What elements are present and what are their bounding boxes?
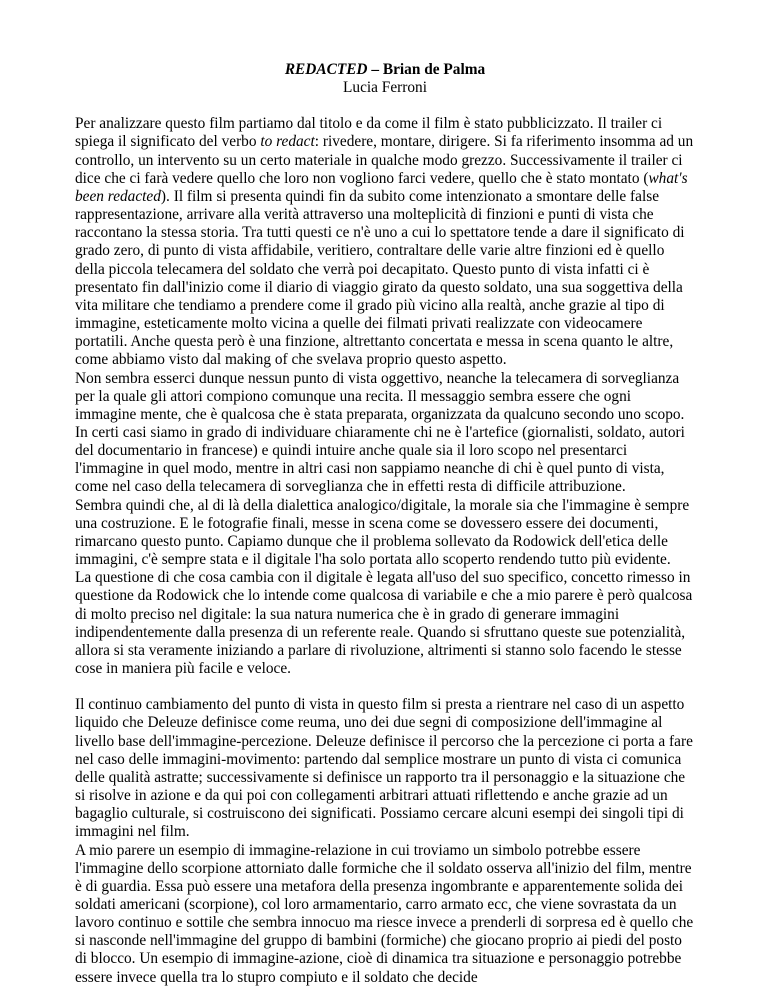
title-block <box>75 61 695 97</box>
paragraph-1-text-a: Per analizzare questo film partiamo dal titolo e da come il film è stato pubblicizzato. Il trailer ci spiega il significato del verbo <box>75 115 663 151</box>
paragraph-1 <box>75 115 695 369</box>
paragraph-1-text-e: ). Il film si presenta quindi fin da subito come intenzionato a smontare delle false rappresentazione, arrivare alla verità attraverso una molteplicità di finzioni e punti di vista che raccontano la stessa storia. Tra tutti questi ce n'è uno a cui lo spettatore tende a dare il significato di grado zero, di punto di vista affidabile, veritiero, contraltare delle varie altre finzioni ed è quello della piccola telecamera del soldato che verrà poi decapitato. Questo punto di vista infatti ci è presentato fin dall'inizio come il diario di viaggio girato da questo soldato, una sua soggettiva della vita militare che tendiamo a prendere come il grado più vicino alla realtà, anche grazie al tipo di immagine, esteticamente molto vicina a quelle dei filmati privati realizzate con videocamere portatili. Anche questa però è una finzione, altrettanto concertata e messa in scena quanto le altre, come abbiamo visto dal making of che svelava proprio questo aspetto. <box>75 187 685 369</box>
title-rest: – Brian de Palma <box>367 61 486 78</box>
document-title <box>75 61 695 79</box>
section-1 <box>75 115 695 678</box>
paragraph-3: Sembra quindi che, al di là della dialettica analogico/digitale, la morale sia che l'immagine è sempre una costruzione. E le fotografie finali, messe in scena come se dovessero essere dei documenti, rimarcano questo punto. Capiamo dunque che il problema sollevato da Rodowick dell'etica delle immagini, c'è sempre stata e il digitale l'ha solo portata allo scoperto rendendo tutto più evidente. <box>75 496 690 569</box>
document-page <box>75 61 695 1005</box>
paragraph-1-italic-whats-been-redacted: what's been redacted <box>75 169 688 205</box>
paragraph-2: Non sembra esserci dunque nessun punto di vista oggettivo, neanche la telecamera di sorveglianza per la quale gli attori compiono comunque una recita. Il messaggio sembra essere che ogni immagine mente, che è qualcosa che è stata preparata, organizzata da qualcuno secondo uno scopo. In certi casi siamo in grado di individuare chiaramente chi ne è l'artefice (giornalisti, soldato, autori del documentario in francese) e quindi intuire anche quale sia il loro scopo nel presentarci l'immagine in quel modo, mentre in altri casi non sappiamo neanche di chi è quel punto di vista, come nel caso della telecamera di sorveglianza che in effetti resta di difficile attribuzione. <box>75 369 685 496</box>
paragraph-5: Il continuo cambiamento del punto di vista in questo film si presta a rientrare nel caso di un aspetto liquido che Deleuze definisce come reuma, uno dei due segni di composizione dell'immagine al livello base dell'immagine-percezione. Deleuze definisce il percorso che la percezione ci porta a fare nel caso delle immagini-movimento: partendo dal semplice mostrare un punto di vista ci comunica delle qualità astratte; successivamente si definisce un rapporto tra il personaggio e la situazione che si risolve in azione e da qui poi con collegamenti arbitrari attuati riflettendo e anche grazie ad un bagaglio culturale, si costruiscono dei significati. Possiamo cercare alcuni esempi dei singoli tipi di immagini nel film. <box>75 696 693 841</box>
paragraph-4: La questione di che cosa cambia con il digitale è legata all'uso del suo specifico, concetto rimesso in questione da Rodowick che lo intende come qualcosa di variabile e che a mio parere è però qualcosa di molto preciso nel digitale: la sua natura numerica che è in grado di generare immagini indipendentemente dalla presenza di un referente reale. Quando si sfruttano queste sue potenzialità, allora si sta veramente iniziando a parlare di rivoluzione, altrimenti si stanno solo facendo le stesse cose in maniera più facile e veloce. <box>75 569 693 677</box>
document-author: Lucia Ferroni <box>343 79 427 97</box>
paragraph-6: A mio parere un esempio di immagine-relazione in cui troviamo un simbolo potrebbe essere l'immagine dello scorpione attorniato dalle formiche che il soldato osserva all'inizio del film, mentre è di guardia. Essa può essere una metafora della presenza ingombrante e apparentemente solida dei soldati americani (scorpione), col loro armamentario, carro armato ecc, che viene sovrastata da un lavoro continuo e sottile che sembra innocuo ma riesce invece a prenderli di sorpresa ed è quello che si nasconde nell'immagine del gruppo di bambini (formiche) che giocano proprio ai piedi del posto di blocco. Un esempio di immagine-azione, cioè di dinamica tra situazione e personaggio potrebbe essere invece quella tra lo stupro compiuto e il soldato che decide <box>75 841 694 986</box>
title-italic: REDACTED <box>284 61 368 78</box>
paragraph-1-text-c: : rivedere, montare, dirigere. Si fa riferimento insomma ad un controllo, un intervento su un certo materiale in qualche modo grezzo. Successivamente il trailer ci dice che ci farà vedere quello che loro non vogliono farci vedere, quello che è stato montato ( <box>75 133 694 187</box>
section-2 <box>75 696 695 987</box>
paragraph-1-italic-to-redact: to redact <box>260 133 315 151</box>
